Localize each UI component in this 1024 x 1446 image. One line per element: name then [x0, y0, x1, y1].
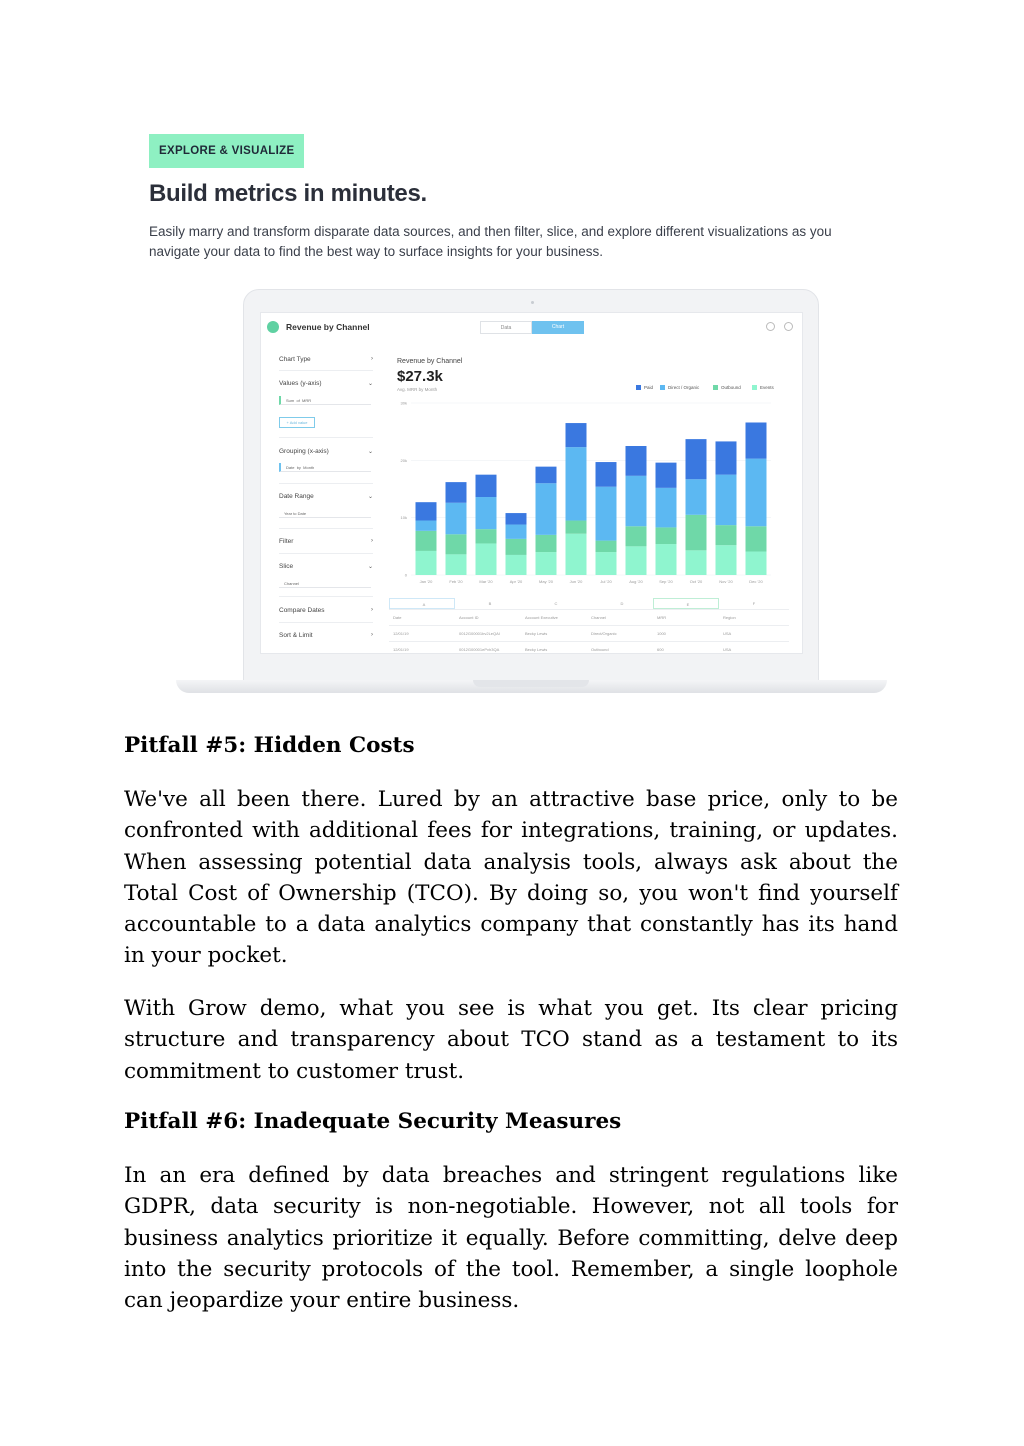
chevron-right-icon: › [371, 632, 373, 638]
bar-segment [566, 423, 587, 447]
column-header[interactable]: MRR [657, 615, 667, 620]
bar-segment [416, 551, 437, 575]
grid-letter-row [389, 598, 789, 610]
sidebar-compare-dates[interactable] [279, 607, 373, 614]
sidebar-label: Slice [279, 563, 294, 570]
y-tick-label: 0 [404, 572, 407, 578]
hero-description: Easily marry and transform disparate data sources, and then filter, slice, and explore different visualizations as you navigate your data to find the best way to surface insights for your business. [149, 224, 832, 259]
bar-segment [536, 467, 557, 484]
bar-segment [626, 546, 647, 575]
sidebar-label: Sort & Limit [279, 632, 313, 639]
x-tick-label: Aug '20 [629, 579, 643, 584]
sidebar-sort-limit[interactable] [279, 632, 373, 639]
bar-segment [686, 515, 707, 551]
chevron-down-icon: ⌄ [367, 449, 373, 455]
bar-segment [506, 539, 527, 555]
legend-label: Paid [644, 385, 654, 390]
slice-select[interactable]: Channel [279, 579, 371, 588]
bar-segment [506, 525, 527, 539]
bar-segment [716, 475, 737, 525]
user-icon[interactable] [784, 322, 793, 331]
divider [279, 370, 373, 371]
chevron-down-icon: ⌄ [367, 564, 373, 570]
heading-pitfall-5: Pitfall #5: Hidden Costs [124, 733, 415, 758]
unit-value: Month [303, 465, 315, 470]
bar-segment [596, 541, 617, 552]
bar-segment [626, 476, 647, 526]
gear-icon[interactable] [766, 322, 775, 331]
bar-segment [476, 475, 497, 497]
paragraph-hidden-costs: We've all been there. Lured by an attractive base price, only to be confronted with additional fees for integrations, training, or updates. When assessing potential data analysis tools, always ask about the Total Cost of Ownership (TCO). By doing so, you won't find yourself accountable to a data analytics company that constantly has its hand in your pocket. [124, 787, 898, 969]
sidebar-label: Chart Type [279, 356, 311, 363]
bar-segment [656, 544, 677, 575]
bar-segment [476, 497, 497, 529]
legend-label: Outbound [721, 385, 741, 390]
legend-item-events[interactable] [752, 385, 774, 391]
column-header[interactable]: Account Executive [525, 615, 558, 620]
table-cell: USA [723, 647, 732, 652]
x-tick-label: Nov '20 [719, 579, 733, 584]
bar-segment [746, 551, 767, 575]
bar-segment [476, 543, 497, 575]
tab-chart[interactable]: Chart [532, 321, 584, 334]
column-header[interactable]: Date [393, 615, 402, 620]
table-cell: USA [723, 631, 732, 636]
divider [279, 622, 373, 623]
legend-item-outbound[interactable] [713, 385, 741, 391]
x-tick-label: Apr '20 [509, 579, 523, 584]
field-value: MRR [302, 398, 312, 403]
sidebar-values[interactable] [279, 380, 373, 387]
divider [279, 437, 373, 438]
chevron-down-icon: ⌄ [367, 381, 373, 387]
tab-data[interactable]: Data [480, 321, 532, 334]
legend-item-direct-organic[interactable] [660, 385, 699, 391]
of-label: of [296, 398, 300, 403]
column-header[interactable]: Account ID [459, 615, 479, 620]
bar-segment [686, 550, 707, 575]
bar-segment [746, 526, 767, 551]
column-letter: D [620, 601, 624, 606]
bar-segment [536, 483, 557, 535]
sidebar-chart-type[interactable] [279, 356, 373, 363]
bar-segment [746, 422, 767, 458]
table-cell: 0012G00001ePvh3QA [459, 647, 500, 652]
x-tick-label: Jan '20 [419, 579, 433, 584]
paragraph-security: In an era defined by data breaches and stringent regulations like GDPR, data security is non-negotiable. However, not all tools for business analytics prioritize it equally. Before committing, delve deep into the security protocols of the tool. Remember, a single loophole can jeopardize your entire business. [124, 1163, 898, 1314]
table-cell: 12/01/19 [393, 631, 409, 636]
x-tick-label: Mar '20 [479, 579, 493, 584]
table-header-row [389, 610, 789, 626]
column-letter: C [554, 601, 558, 606]
x-tick-label: Feb '20 [449, 579, 463, 584]
legend-swatch [752, 385, 757, 390]
legend-item-paid[interactable] [636, 385, 653, 391]
bar-segment [416, 521, 437, 531]
laptop-notch [473, 680, 589, 687]
date-range-select[interactable]: Year to Date [279, 509, 371, 518]
bar-segment [626, 526, 647, 546]
bar-segment [716, 545, 737, 575]
bar-segment [716, 525, 737, 545]
column-letter: F [752, 601, 756, 606]
camera-dot [531, 301, 534, 304]
values-selector[interactable] [279, 396, 371, 405]
data-grid [389, 598, 789, 654]
chevron-down-icon: ⌄ [367, 494, 373, 500]
bar-segment [656, 527, 677, 544]
sidebar-label: Grouping (x-axis) [279, 448, 329, 455]
section-badge: EXPLORE & VISUALIZE [149, 134, 304, 168]
divider [279, 553, 373, 554]
legend-label: Events [760, 385, 774, 390]
bar-segment [596, 462, 617, 487]
bar-segment [596, 487, 617, 541]
by-label: by [296, 465, 301, 470]
chevron-right-icon: › [371, 356, 373, 362]
sidebar-label: Filter [279, 538, 294, 545]
agg-value: Sum [286, 398, 295, 403]
bar-segment [446, 482, 467, 503]
y-tick-label: 30k [400, 400, 407, 406]
bar-segment [446, 503, 467, 535]
divider [279, 483, 373, 484]
column-letter: A [389, 598, 455, 609]
paragraph-grow-demo: With Grow demo, what you see is what you get. Its clear pricing structure and transparency about TCO stand as a testament to its commitment to customer trust. [124, 996, 898, 1084]
app-title: Revenue by Channel [286, 322, 370, 332]
y-tick-label: 20k [400, 457, 407, 463]
legend-swatch [660, 385, 665, 390]
chart-title: Revenue by Channel [397, 358, 463, 365]
table-cell: 1000 [657, 631, 666, 636]
app-screen [260, 312, 803, 654]
chart-subtitle: Avg. MRR by Month [397, 387, 438, 392]
heading-pitfall-6: Pitfall #6: Inadequate Security Measures [124, 1109, 622, 1134]
hero-title: Build metrics in minutes. [149, 180, 427, 207]
table-row[interactable] [389, 642, 789, 654]
table-cell: 0012G00001bv2LeQAI [459, 631, 500, 636]
bar-segment [566, 447, 587, 520]
chevron-right-icon: › [371, 538, 373, 544]
column-header[interactable]: Region [723, 615, 736, 620]
column-header[interactable]: Channel [591, 615, 606, 620]
table-cell: Becky Lewis [525, 631, 548, 636]
table-cell: Becky Lewis [525, 647, 548, 652]
bar-segment [746, 459, 767, 527]
grouping-selector[interactable] [279, 463, 371, 472]
sidebar-slice[interactable] [279, 563, 373, 570]
table-row[interactable] [389, 626, 789, 642]
add-value-button[interactable]: + Add value [279, 417, 315, 428]
table-cell: Outbound [591, 647, 609, 652]
column-letter: E [653, 598, 719, 609]
divider [279, 528, 373, 529]
bar-segment [476, 529, 497, 543]
stacked-bar-chart [391, 398, 781, 588]
bar-segment [566, 521, 587, 534]
chart-big-value: $27.3k [397, 368, 443, 385]
bar-segment [686, 479, 707, 515]
table-cell: 12/01/19 [393, 647, 409, 652]
bar-segment [596, 552, 617, 575]
y-tick-label: 10k [400, 515, 407, 521]
sidebar-label: Compare Dates [279, 607, 325, 614]
bar-segment [506, 513, 527, 524]
chevron-right-icon: › [371, 607, 373, 613]
x-tick-label: Jun '20 [569, 579, 583, 584]
field-value: Date [286, 465, 295, 470]
column-letter: B [488, 601, 492, 606]
x-tick-label: Oct '20 [689, 579, 703, 584]
bar-segment [626, 446, 647, 476]
sidebar-date-range[interactable] [279, 493, 373, 500]
bar-segment [446, 554, 467, 575]
sidebar-label: Date Range [279, 493, 314, 500]
x-tick-label: Dec '20 [749, 579, 763, 584]
app-logo-icon [267, 321, 279, 333]
table-cell: Direct/Organic [591, 631, 617, 636]
bar-segment [416, 531, 437, 551]
divider [279, 596, 373, 597]
legend-label: Direct / Organic [668, 385, 700, 390]
bar-segment [416, 502, 437, 520]
bar-segment [656, 463, 677, 488]
bar-segment [566, 534, 587, 575]
sidebar-grouping[interactable] [279, 448, 373, 455]
x-tick-label: Jul '20 [600, 579, 612, 584]
x-tick-label: May '20 [539, 579, 553, 584]
bar-segment [446, 534, 467, 554]
bar-segment [506, 555, 527, 575]
table-cell: 600 [657, 647, 664, 652]
legend-swatch [713, 385, 718, 390]
bar-segment [656, 488, 677, 528]
x-tick-label: Sep '20 [659, 579, 673, 584]
legend-swatch [636, 385, 641, 390]
bar-segment [716, 441, 737, 474]
bar-segment [686, 439, 707, 479]
sidebar-filter[interactable] [279, 538, 373, 545]
sidebar-label: Values (y-axis) [279, 380, 322, 387]
bar-segment [536, 535, 557, 552]
bar-segment [536, 552, 557, 575]
